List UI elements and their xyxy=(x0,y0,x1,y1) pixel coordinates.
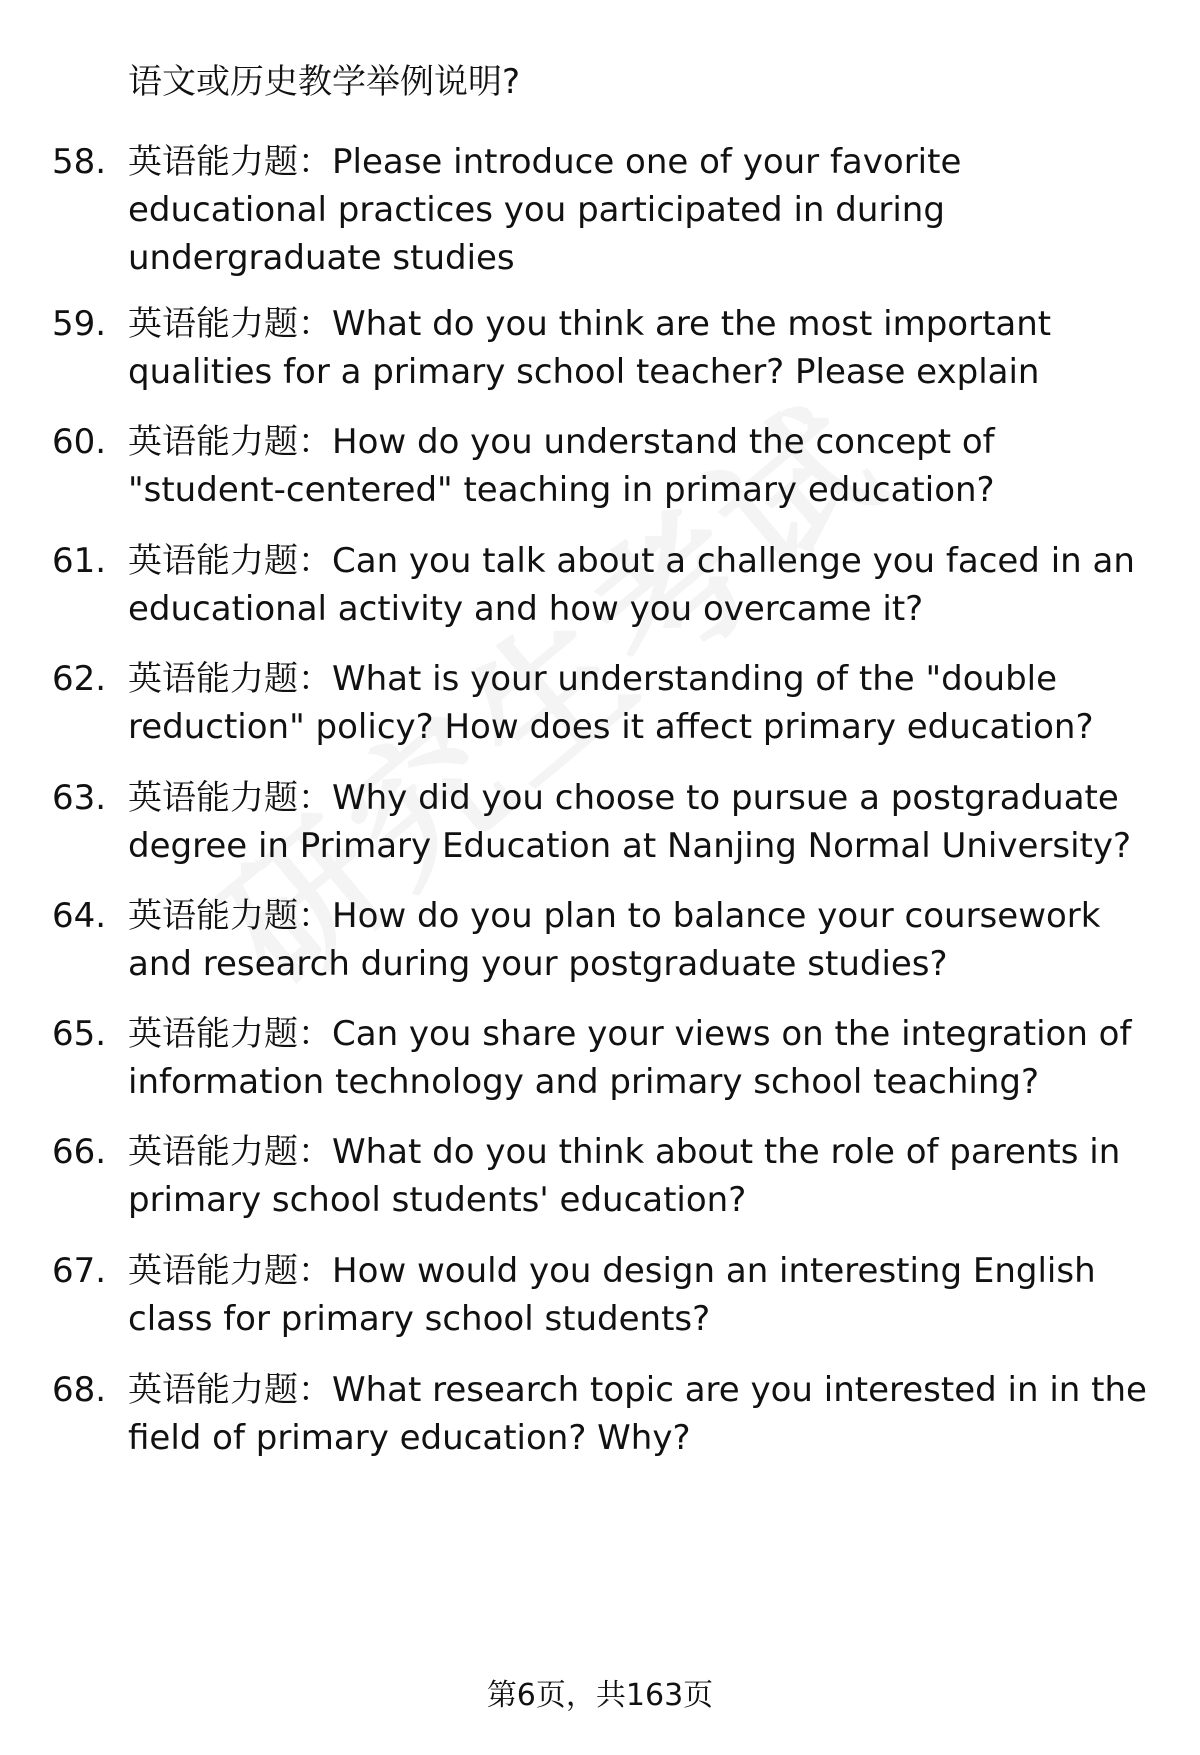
question-number: 60. xyxy=(52,422,107,462)
question-text: 英语能力题：Can you talk about a challenge you faced in an educational activity and how you overcame it? xyxy=(128,541,1135,629)
question-text: 英语能力题：Why did you choose to pursue a postgraduate degree in Primary Education at Nanjing Normal University? xyxy=(128,778,1132,866)
question-text: 英语能力题：Please introduce one of your favorite educational practices you participated in during undergraduate studies xyxy=(128,142,962,278)
question-number: 64. xyxy=(52,896,107,936)
page-footer: 第6页，共163页 xyxy=(486,1678,714,1713)
question-text: 英语能力题：What do you think about the role of parents in primary school students' education? xyxy=(128,1132,1121,1220)
question-text: 英语能力题：What do you think are the most important qualities for a primary school teacher? Please explain xyxy=(128,304,1052,392)
question-number: 58. xyxy=(52,142,107,182)
question-text: 英语能力题：How do you understand the concept of "student-centered" teaching in primary education? xyxy=(128,422,995,510)
question-text: 英语能力题：What research topic are you interested in in the field of primary education? Why? xyxy=(128,1370,1147,1458)
question-number: 67. xyxy=(52,1251,107,1291)
continuation-line: 语文或历史教学举例说明? xyxy=(128,62,521,102)
question-text: 英语能力题：How would you design an interesting English class for primary school students? xyxy=(128,1251,1096,1339)
question-text: 英语能力题：How do you plan to balance your coursework and research during your postgraduate studies? xyxy=(128,896,1101,984)
question-number: 68. xyxy=(52,1370,107,1410)
question-text: 英语能力题：Can you share your views on the integration of information technology and primary school teaching? xyxy=(128,1014,1132,1102)
question-number: 62. xyxy=(52,659,107,699)
question-text: 英语能力题：What is your understanding of the "double reduction" policy? How does it affect primary education? xyxy=(128,659,1094,747)
question-number: 59. xyxy=(52,304,107,344)
question-number: 65. xyxy=(52,1014,107,1054)
question-number: 63. xyxy=(52,778,107,818)
question-number: 66. xyxy=(52,1132,107,1172)
question-number: 61. xyxy=(52,541,107,581)
